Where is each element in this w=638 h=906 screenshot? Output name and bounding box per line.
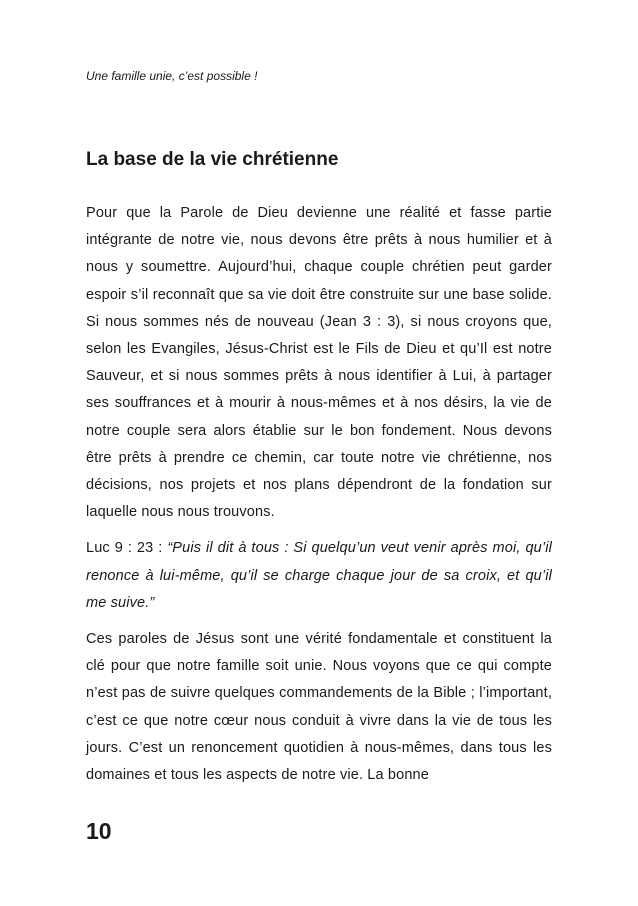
page-number: 10 bbox=[86, 818, 112, 844]
scripture-quote: “Puis il dit à tous : Si quelqu’un veut venir après moi, qu’il renonce à lui-même, qu’il se charge chaque jour de sa croix, et qu’il me suive.” bbox=[86, 540, 552, 611]
body-text bbox=[86, 200, 552, 798]
paragraph-1: Pour que la Parole de Dieu devienne une réalité et fasse partie intégrante de notre vie, nous devons être prêts à nous humilier et à nous y soumettre. Aujourd’hui, chaque couple chrétien peut garder espoir s’il reconnaît que sa vie doit être construite sur une base solide. Si nous sommes nés de nouveau (Jean 3 : 3), si nous croyons que, selon les Evangiles, Jésus-Christ est le Fils de Dieu et qu’Il est notre Sauveur, et si nous sommes prêts à nous identifier à Lui, à partager ses souffrances et à mourir à nous-mêmes et à nos désirs, la vie de notre couple sera alors établie sur le bon fondement. Nous devons être prêts à prendre ce chemin, car toute notre vie chrétienne, nos décisions, nos projets et nos plans dépendront de la fondation sur laquelle nous nous trouvons. bbox=[86, 205, 552, 521]
paragraph-2-scripture bbox=[86, 535, 552, 617]
paragraph-3: Ces paroles de Jésus sont une vérité fondamentale et constituent la clé pour que notre famille soit unie. Nous voyons que ce qui compte n’est pas de suivre quelques commandements de la Bible ; l’important, c’est ce que notre cœur nous conduit à vivre dans la vie de tous les jours. C’est un renoncement quotidien à nous-mêmes, dans tous les domaines et tous les aspects de notre vie. La bonne bbox=[86, 631, 552, 784]
scripture-reference: Luc 9 : 23 : bbox=[86, 540, 168, 557]
running-header: Une famille unie, c’est possible ! bbox=[86, 69, 258, 83]
section-title: La base de la vie chrétienne bbox=[86, 149, 339, 170]
